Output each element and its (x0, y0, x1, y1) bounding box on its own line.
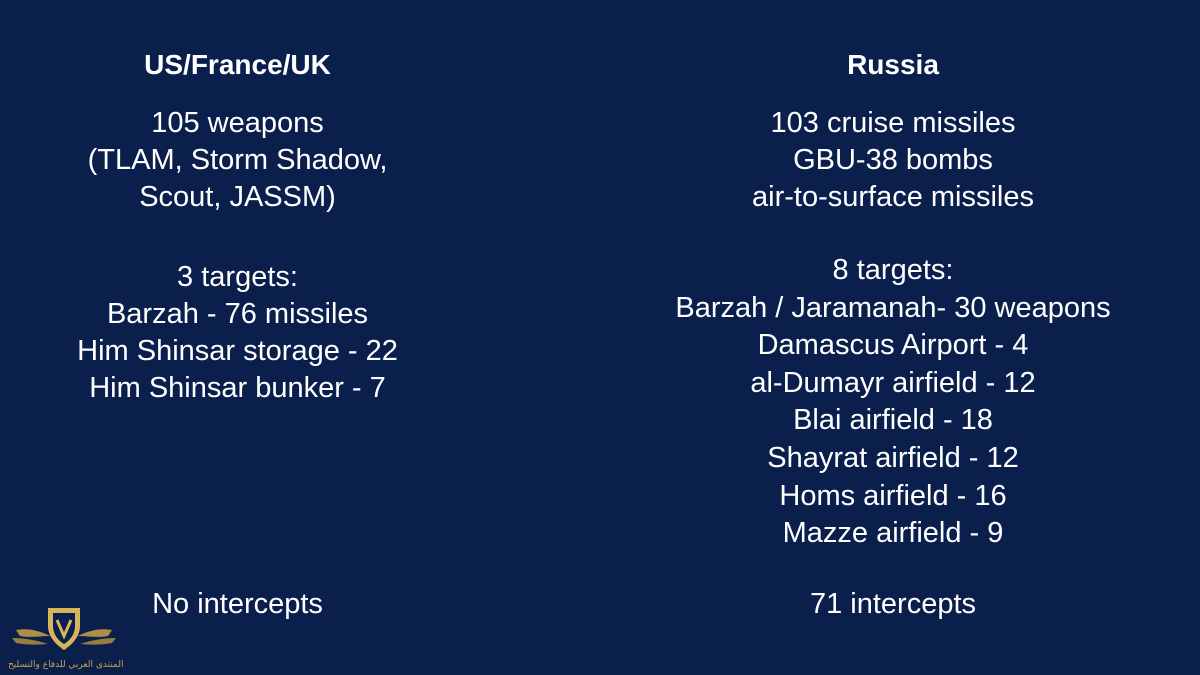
right-weapons-line: 103 cruise missiles (770, 107, 1016, 139)
left-weapons-line: Scout, JASSM) (139, 181, 336, 213)
left-target-item: Him Shinsar storage - 22 (77, 335, 398, 367)
right-column-heading: Russia (847, 49, 939, 80)
right-weapons-block (610, 105, 1176, 216)
right-intercepts: 71 intercepts (809, 588, 977, 620)
left-column-heading: US/France/UK (144, 49, 331, 80)
left-weapons-line: (TLAM, Storm Shadow, (87, 144, 388, 176)
watermark-text: المنتدى العربي للدفاع والتسليح (8, 660, 124, 670)
right-target-item: Shayrat airfield - 12 (767, 441, 1019, 474)
right-targets-block (610, 252, 1176, 553)
left-weapons-block (30, 105, 445, 216)
watermark-logo (8, 600, 124, 672)
right-targets-heading: 8 targets: (832, 254, 954, 286)
left-targets-block (30, 259, 445, 407)
right-target-item: Barzah / Jaramanah- 30 weapons (675, 291, 1111, 324)
left-target-item: Him Shinsar bunker - 7 (89, 372, 386, 404)
right-target-item: Mazze airfield - 9 (782, 517, 1004, 550)
right-target-item: Damascus Airport - 4 (757, 329, 1029, 362)
right-target-item: Blai airfield - 18 (793, 404, 993, 437)
right-target-item: Homs airfield - 16 (779, 479, 1007, 512)
right-weapons-line: GBU-38 bombs (793, 144, 993, 176)
left-targets-heading: 3 targets: (177, 261, 298, 293)
left-target-item: Barzah - 76 missiles (106, 298, 369, 330)
right-weapons-line: air-to-surface missiles (752, 181, 1034, 213)
winged-shield-logo-icon (8, 600, 120, 660)
right-target-item: al-Dumayr airfield - 12 (750, 366, 1036, 399)
left-weapons-line: 105 weapons (151, 107, 324, 139)
left-intercepts: No intercepts (152, 588, 323, 620)
